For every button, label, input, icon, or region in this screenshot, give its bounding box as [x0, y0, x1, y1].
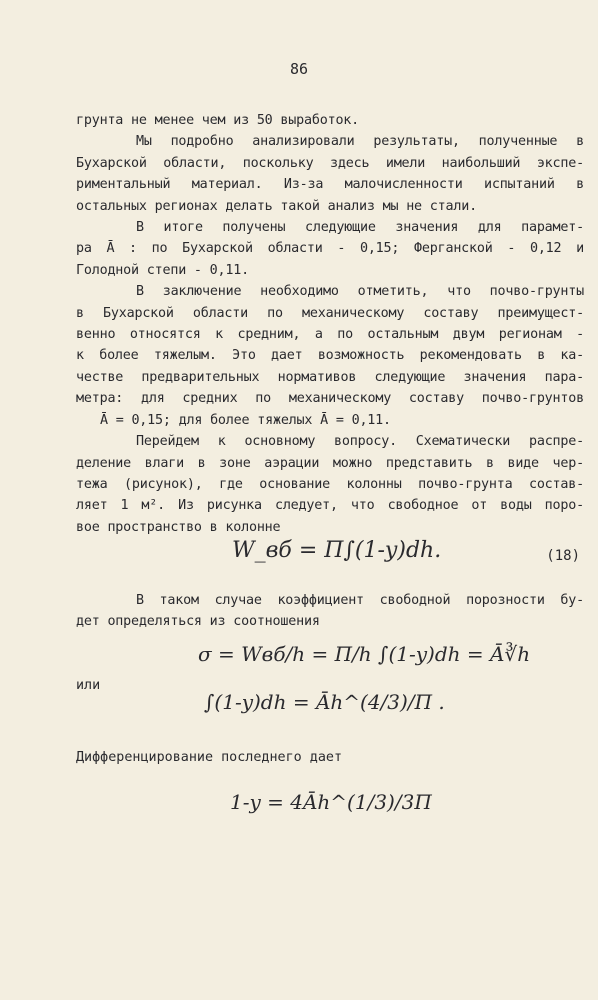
diff-text: Дифференцирование последнего дает: [76, 750, 343, 765]
formula-18: W_вб = П∫(1-y)dh.: [232, 538, 442, 563]
text-line: в Бухарской области по механическому составу преимущест-: [76, 305, 584, 321]
text-line: деление влаги в зоне аэрации можно представить в виде чер-: [76, 455, 584, 471]
text-line: Мы подробно анализировали результаты, полученные в: [136, 134, 584, 150]
word-or: или: [76, 678, 101, 693]
text-line: Голодной степи - 0,11.: [76, 262, 249, 278]
text-line: Ā = 0,15; для более тяжелых Ā = 0,11.: [100, 412, 391, 428]
text-line: остальных регионах делать такой анализ мы не стали.: [76, 198, 477, 214]
text-line: вое пространство в колонне: [76, 519, 281, 535]
body-text: [76, 110, 584, 538]
text-line: к более тяжелым. Это дает возможность рекомендовать в ка-: [76, 348, 584, 364]
text-line: В итоге получены следующие значения для парамет-: [136, 220, 584, 236]
text-line: венно относятся к средним, а по остальным двум регионам -: [76, 327, 584, 343]
equation-number: (18): [546, 548, 580, 564]
text-line: В заключение необходимо отметить, что почво-грунты: [136, 284, 584, 300]
formula-diff: 1-y = 4Āh^(1/3)/3П: [230, 790, 432, 814]
text-line: дет определяться из соотношения: [76, 614, 320, 630]
formula-integral: ∫(1-y)dh = Āh^(4/3)/П .: [204, 690, 445, 714]
text-line: честве предварительных нормативов следующие значения пара-: [76, 369, 584, 385]
text-line: тежа (рисунок), где основание колонны почво-грунта состав-: [76, 476, 584, 492]
text-line: грунта не менее чем из 50 выработок.: [76, 113, 360, 128]
text-line: Бухарской области, поскольку здесь имели наибольший экспе-: [76, 155, 584, 171]
text-line: ра Ā : по Бухарской области - 0,15; Ферганской - 0,12 и: [76, 241, 584, 257]
formula-sigma: σ = Wвб/h = П/h ∫(1-y)dh = Ā∛h: [198, 642, 531, 666]
body-text-2: [76, 590, 584, 633]
text-line: риментальный материал. Из-за малочисленности испытаний в: [76, 177, 584, 193]
text-line: В таком случае коэффициент свободной порозности бу-: [136, 593, 584, 608]
text-line: метра: для средних по механическому составу почво-грунтов: [76, 391, 584, 407]
text-line: Перейдем к основному вопросу. Схематически распре-: [136, 434, 584, 450]
page-number: 86: [289, 60, 309, 78]
text-line: ляет 1 м². Из рисунка следует, что свободное от воды поро-: [76, 498, 584, 514]
